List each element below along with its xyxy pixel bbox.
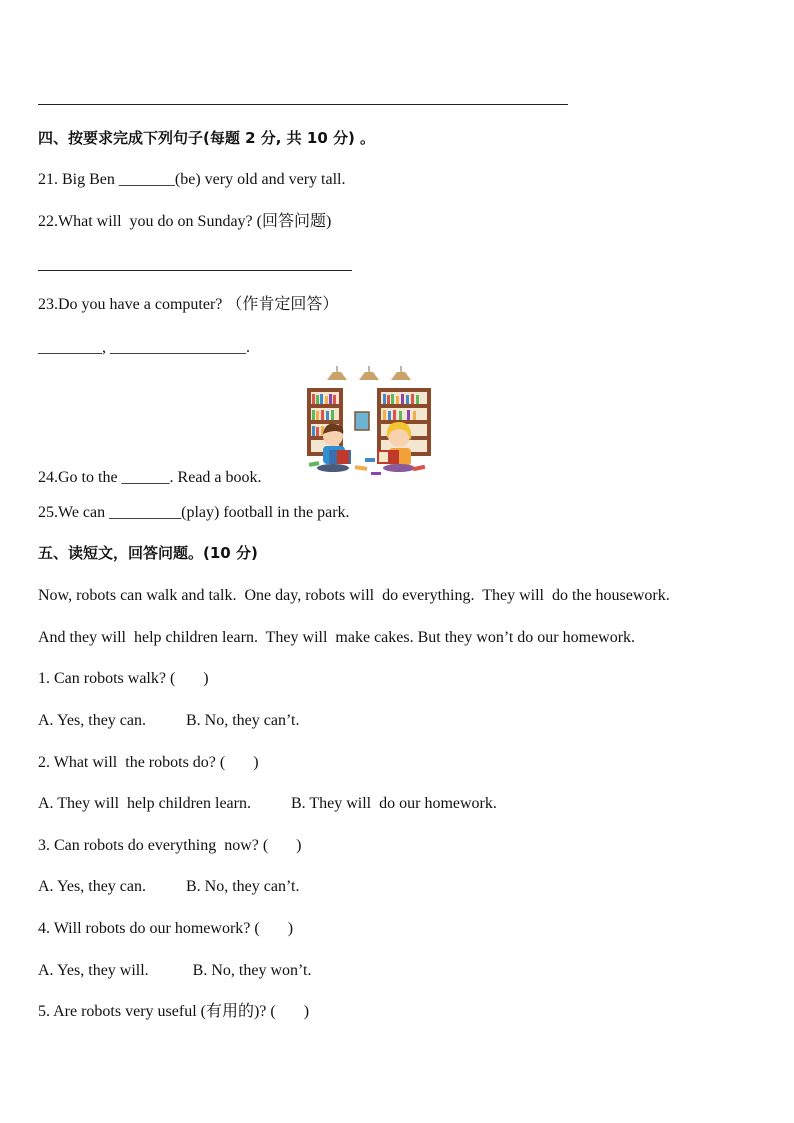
section-5-heading: 五、读短文，回答问题。(10 分)	[38, 544, 258, 562]
answer-line-top	[38, 104, 568, 105]
question-25: 25.We can _________(play) football in the park.	[38, 504, 350, 521]
reading-options-4: A. Yes, they will. B. No, they won’t.	[38, 962, 312, 979]
children-reading-library-icon	[303, 366, 435, 484]
reading-options-3: A. Yes, they can. B. No, they can’t.	[38, 878, 300, 895]
question-21: 21. Big Ben _______(be) very old and very tall.	[38, 171, 346, 188]
bookshelf-icon	[377, 388, 431, 456]
reading-question-4: 4. Will robots do our homework? ( )	[38, 920, 294, 937]
reading-question-3: 3. Can robots do everything now? ( )	[38, 837, 302, 854]
reading-options-1: A. Yes, they can. B. No, they can’t.	[38, 712, 300, 729]
passage-line-2: And they will help children learn. They will make cakes. But they won’t do our homework.	[38, 629, 636, 646]
bookshelf-icon	[307, 388, 343, 456]
answer-blank-23: ________, _________________.	[38, 339, 250, 356]
reading-question-5: 5. Are robots very useful (有用的)? ( )	[38, 1003, 310, 1020]
lamp-icon	[327, 366, 411, 380]
reading-question-2: 2. What will the robots do? ( )	[38, 754, 259, 771]
question-23: 23.Do you have a computer? （作肯定回答）	[38, 296, 339, 313]
passage-line-1: Now, robots can walk and talk. One day, robots will do everything. They will do the housework.	[38, 587, 670, 604]
question-22: 22.What will you do on Sunday? (回答问题)	[38, 213, 332, 230]
reading-options-2: A. They will help children learn. B. They will do our homework.	[38, 795, 497, 812]
section-4-heading: 四、按要求完成下列句子(每题 2 分, 共 10 分) 。	[38, 129, 376, 147]
answer-line-22	[38, 270, 352, 271]
question-24: 24.Go to the ______. Read a book.	[38, 469, 262, 486]
reading-question-1: 1. Can robots walk? ( )	[38, 670, 209, 687]
